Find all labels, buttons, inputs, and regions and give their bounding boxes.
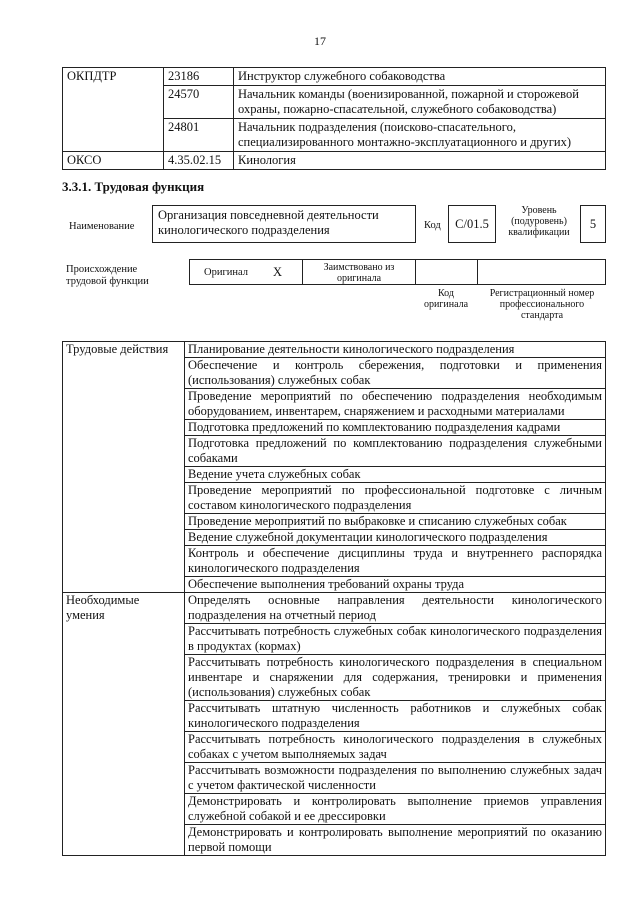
skill-item: Демонстрировать и контролировать выполнение мероприятий по оказанию первой помощи bbox=[185, 825, 606, 856]
labor-action-item: Подготовка предложений по комплектованию подразделения служебными собаками bbox=[185, 436, 606, 467]
okpdtr-name: Начальник команды (военизированной, пожарной и сторожевой охраны, пожарно-спасательной, служебного собаководства) bbox=[234, 86, 606, 119]
reg-number-caption: Регистрационный номер профессионального стандарта bbox=[489, 288, 595, 321]
original-label: Оригинал bbox=[204, 267, 248, 278]
table-row bbox=[63, 593, 606, 624]
original-cell bbox=[189, 259, 303, 285]
borrowed-label: Заимствовано из оригинала bbox=[323, 262, 395, 284]
code-original-caption: Код оригинала bbox=[423, 288, 469, 310]
labor-action-item: Планирование деятельности кинологического подразделения bbox=[185, 342, 606, 358]
table-row bbox=[63, 152, 606, 170]
table-row bbox=[63, 68, 606, 86]
labor-action-item: Контроль и обеспечение дисциплины труда и внутреннего распорядка кинологического подразделения bbox=[185, 546, 606, 577]
level-value: 5 bbox=[580, 205, 606, 243]
skills-label: Необходимые умения bbox=[63, 593, 185, 856]
labor-action-item: Подготовка предложений по комплектованию подразделения кадрами bbox=[185, 420, 606, 436]
okpdtr-name: Инструктор служебного собаководства bbox=[234, 68, 606, 86]
labor-action-item: Ведение служебной документации кинологического подразделения bbox=[185, 530, 606, 546]
function-code: С/01.5 bbox=[448, 205, 496, 243]
level-label: Уровень (подуровень) квалификации bbox=[508, 205, 570, 238]
function-details-table bbox=[62, 341, 606, 856]
name-label: Наименование bbox=[69, 221, 135, 232]
labor-action-item: Обеспечение выполнения требований охраны труда bbox=[185, 577, 606, 593]
skill-item: Демонстрировать и контролировать выполнение приемов управления служебной собакой и ее дрессировки bbox=[185, 794, 606, 825]
okso-code: 4.35.02.15 bbox=[164, 152, 234, 170]
code-label: Код bbox=[424, 220, 441, 231]
labor-actions-label: Трудовые действия bbox=[63, 342, 185, 593]
okso-name: Кинология bbox=[234, 152, 606, 170]
skill-item: Рассчитывать потребность кинологического подразделения в специальном инвентаре и снаряжении для содержания, тренировки и применения (использования) служебных собак bbox=[185, 655, 606, 701]
reg-number-cell bbox=[477, 259, 606, 285]
okpdtr-name: Начальник подразделения (поисково-спасательного, специализированного монтажно-эксплуатационного и других) bbox=[234, 119, 606, 152]
borrowed-cell bbox=[302, 259, 416, 285]
labor-action-item: Ведение учета служебных собак bbox=[185, 467, 606, 483]
skill-item: Рассчитывать возможности подразделения по выполнению служебных задач с учетом фактической численности bbox=[185, 763, 606, 794]
skill-item: Рассчитывать штатную численность работников и служебных собак кинологического подразделения bbox=[185, 701, 606, 732]
labor-action-item: Обеспечение и контроль сбережения, подготовки и применения (использования) служебных собак bbox=[185, 358, 606, 389]
okso-label: ОКСО bbox=[63, 152, 164, 170]
section-title: 3.3.1. Трудовая функция bbox=[62, 179, 205, 194]
okpdtr-code: 23186 bbox=[164, 68, 234, 86]
page-number: 17 bbox=[314, 34, 326, 48]
labor-action-item: Проведение мероприятий по профессиональной подготовке с личным составом кинологического подразделения bbox=[185, 483, 606, 514]
function-name: Организация повседневной деятельности кинологического подразделения bbox=[152, 205, 416, 243]
okpdtr-label: ОКПДТР bbox=[63, 68, 164, 152]
original-mark: X bbox=[273, 265, 283, 279]
labor-action-item: Проведение мероприятий по выбраковке и списанию служебных собак bbox=[185, 514, 606, 530]
labor-action-item: Проведение мероприятий по обеспечению подразделения необходимым оборудованием, инвентарем, снаряжением и расходными материалами bbox=[185, 389, 606, 420]
skill-item: Рассчитывать потребность кинологического подразделения в служебных собаках с учетом выполняемых задач bbox=[185, 732, 606, 763]
okpdtr-code: 24570 bbox=[164, 86, 234, 119]
skill-item: Определять основные направления деятельности кинологического подразделения на отчетный период bbox=[185, 593, 606, 624]
table-row bbox=[63, 342, 606, 358]
classifier-table bbox=[62, 67, 606, 170]
okpdtr-code: 24801 bbox=[164, 119, 234, 152]
code-original-cell bbox=[415, 259, 478, 285]
skill-item: Рассчитывать потребность служебных собак кинологического подразделения в продуктах (кормах) bbox=[185, 624, 606, 655]
origin-label: Происхождение трудовой функции bbox=[66, 264, 149, 287]
